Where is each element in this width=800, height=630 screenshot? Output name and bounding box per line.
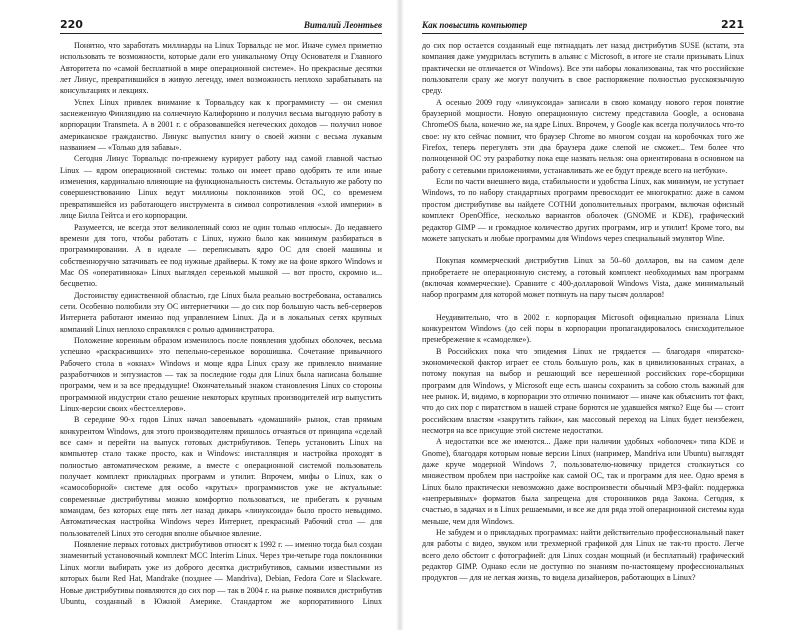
- right-running-head: [422, 18, 744, 34]
- paragraph: до сих пор остается созданный еще пятнадцать лет назад дистрибутив SUSE (кстати, эта компания даже умудрилась вступить в альянс с Microsoft, в итоге не стали призывать Linux практически не отличается от Windows). Все эти наборы локализованы, так что российские пользователи сразу же могут получить в свое распоряжение полностью русскоязычную среду.: [422, 41, 744, 96]
- paragraph: Если по части внешнего вида, стабильности и удобства Linux, как минимум, не уступает Windows, то по набору стандартных программ превосходит ее многократно: даже в самом простом дистрибутиве вы найдете СОТНИ дополнительных программ, включая офисный комплект OpenOffice, несколько вариантов оболочек (GNOME и KDE), графический редактор GIMP — и громадное количество других программ, игр и утилит! Кроме того, вы можете запускать и любые программы для Windows через специальный эмулятор Wine.: [422, 177, 744, 243]
- paragraph: В середине 90-х годов Linux начал завоевывать «домашний» рынок, став прямым конкурентом Windows, для этого производителям пришлось отчаяться от принципа «сделай все сам» и перейти на выпуск готовых дистрибутивов. Теперь установить Linux на компьютер стало также просто, как и Windows: инсталляция и настройка проходят в полностью автоматическом режиме, а вместе с операционной системой пользователь получает комплект прикладных программ и утилит. Впрочем, мифы о Linux, как о «самособорной» системе для особо «крутых» программистов уже не актуальные: современные дистрибутивы можно комфортно пользоваться, не прибегать к ручным командам, без которых еще пять лет назад дикарь «линуксоида» было просто невыдимо. Автоматическая настройка Windows через Интернет, прекрасный Рабочий стол — для пользователей Linux это сегодня вполне обычное явление.: [60, 415, 382, 538]
- paragraph: Покупая коммерческий дистрибутив Linux за 50–60 долларов, вы на самом деле приобретаете не операционную систему, а готовый комплект необходимых вам программ (включая коммерческие). Сравните с 400-долларовой Windows Vista, даже минимальный набор программ для которой может потянуть на пару тысяч долларов!: [422, 256, 744, 300]
- paragraph: Положение коренным образом изменилось после появления удобных оболочек, весьма успешно «раскрасивших» это пепельно-серенькое ворошишка. Сочетание привычного Рабочего стола в «окнах» Windows и моще ядра Linux сразу же привлекло внимание разработчиков и энтузиастов — так за последние годы для Linux была написана большие программ, чем и за все предыдущие! Окончательный знаком становления Linux со стороны программной индустрии стало решение некоторых крупных производителей игр выпустить Linux-версии своих «бестселлеров».: [60, 335, 382, 413]
- paragraph: Понятно, что заработать миллиарды на Linux Торвальдс не мог. Иначе сумел приметно использовать те возможности, которые дали его уникальному Отцу Основателя и Главного Авторитета по «самой бесплатной в мире операционной системе». Но прекрасные десятки лет Линус, превратившийся в живую легенду, имел возможность неплохо зарабатывать на консультациях и лекциях.: [60, 41, 382, 96]
- left-running-title: Виталий Леонтьев: [303, 20, 382, 30]
- paragraph: Успех Linux привлек внимание к Торвальдсу как к программисту — он сменил заснеженную Финляндию на солнечную Калифорнию и получил весьма выгодную работу в корпорации Transmeta. А в 2001 г. с образовавшейся негеческих доходов — получил новое американское гражданство. Линукс выпустил книгу о своей жизни с весьма лукавым названием — «Только для забавы».: [60, 97, 382, 153]
- right-page-text: [422, 40, 744, 584]
- right-page-number: 221: [721, 18, 744, 31]
- paragraph: Не забудем и о прикладных программах: найти действительно профессиональный пакет для работы с видео, звуком или трехмерной графикой для Linux не так-то просто. Легче всего дело обстоит с фотографией: для Linux создан мощный (и бесплатный) графический редактор GIMP. Однако если не доступно по знаниям по-настоящему профессиональных продуктов — для не легкая жизнь, то видела дизайнеров, работающих в Linux?: [422, 528, 744, 583]
- left-page-text: [60, 40, 382, 619]
- paragraph: Разумеется, не всегда этот великолепный союз не один только «плюсы». До недавнего времени для того, чтобы работать с Linux, нужно было как минимум разбираться в программировании. А в идеале — переписывать ядро ОС для своей машины и собственноручно затачивать ее под нужные драйверы. К тому же на фоне яркого Windows и Mac OS «оперативнока» Linux выглядел серенькой мышкой — вот просто, скромно и... бесцветно.: [60, 222, 382, 289]
- paragraph: А недостатки все же имеются... Даже при наличии удобных «оболочек» типа KDE и Gnome), благодаря которым новые версии Linux (например, Mandriva или Ubuntu) выглядят даже круче модерной Windows 7, пользователю-новичку придется столкнуться со множеством проблем при настройке как самой ОС, так и программ для нее. Одно время в Linux было практически невозможно даже воспроизвести обычный MP3-файл: поддержка «непрерывных» форматов была запрещена для сторонников ряда Закона. Сегодня, к счастью, в задачах и в Linux решаемыми, и все же для ряда этой операционной системы куда меньше, чем для Windows.: [422, 437, 744, 526]
- left-page-number: 220: [60, 18, 83, 31]
- right-page: [400, 0, 800, 630]
- right-running-title: Как повысить компьютер: [422, 20, 528, 30]
- left-running-head: [60, 18, 382, 34]
- paragraph: А осенью 2009 году «линуксоида» записали в свою команду нового героя понятие браузерной мощности. Новую операционную систему представила Google, а основана ChromeOS была, конечно же, на ядре Linux. Впрочем, у Google как всегда получилось что-то свое: ну кто сейчас помнит, что браузер Chrome во многом создан на коробочках того же Firefox, теперь перегулять эти два браузера даже слепой не сможет... Тем более что полноценной ОС эту разработку пока еще назвать нельзя: она ориентирована в основном на работу с сетевыми приложениями, устанавливать же ее будут прежде всего на нетбуки».: [422, 97, 744, 175]
- paragraph: Достоинству единственной областью, где Linux была реально востребована, оставались сети. Особенно полюбили эту ОС интернетчики — до сих пор большую часть веб-серверов Интернета работают именно под управлением Linux. Да и в локальных сетях крупных компаний Linux неплохо справлялся с ролью администратора.: [60, 290, 382, 334]
- paragraph: Появление первых готовых дистрибутивов относят к 1992 г. — именно тогда был создан знаменитый установочный комплект MCC Interim Linux. Через три-четыре года поклонники Linux могли выбирать уже из доброго десятка дистрибутивов, самыми известными из которых были Red Hat, Mandrake (позднее — Mandriva), Debian, Fedora Core и Slackware. Новые дистрибутивы появляются до сих пор — так в 2004 г. на рынке появился дистрибутив Ubuntu, созданный в Южной Америке. Стандартом же корпоративного Linux: [60, 540, 382, 606]
- paragraph: Сегодня Линус Торвальдс по-прежнему курирует работу над самой главной частью Linux — ядром операционной системы: только он имеет право одобрять те или иные изменения, кардинально влияющие на функциональность системы. Остальную же работу по совершенствованию Linux ведут миллионы поклонников этой ОС, со временем превратившейся из работающего инструмента в символ сопротивления «злой империи» в лице Билла Гейтса и его корпорации.: [60, 154, 382, 221]
- paragraph: Неудивительно, что в 2002 г. корпорация Microsoft официально признала Linux конкурентом Windows (до сей поры в корпорации пропагандировалось снисходительное пренебрежение к «самоделке»).: [422, 312, 744, 345]
- paragraph: В Российских пока что эпидемия Linux не грядается — благодаря «пиратско-экономической фактор играет ее столь большую роль, как в цивилизованных странах, а потому покупая на выбор и решающий все нерешенной российских горе-сборщики программ для Windows, у Microsoft еще есть шансы сохранить за собою столь важный для нее рынок. И, видимо, в корпорации это отлично понимают — иначе как объяснить тот факт, что до сих пор с пиратством в нашей стране борются не удавшейся мягко? Еще бы — стоит российским властям «закрутить гайки», как массовый переход на Linux будет неизбежен, несмотря на все присущие этой системе недостатки.: [422, 346, 744, 435]
